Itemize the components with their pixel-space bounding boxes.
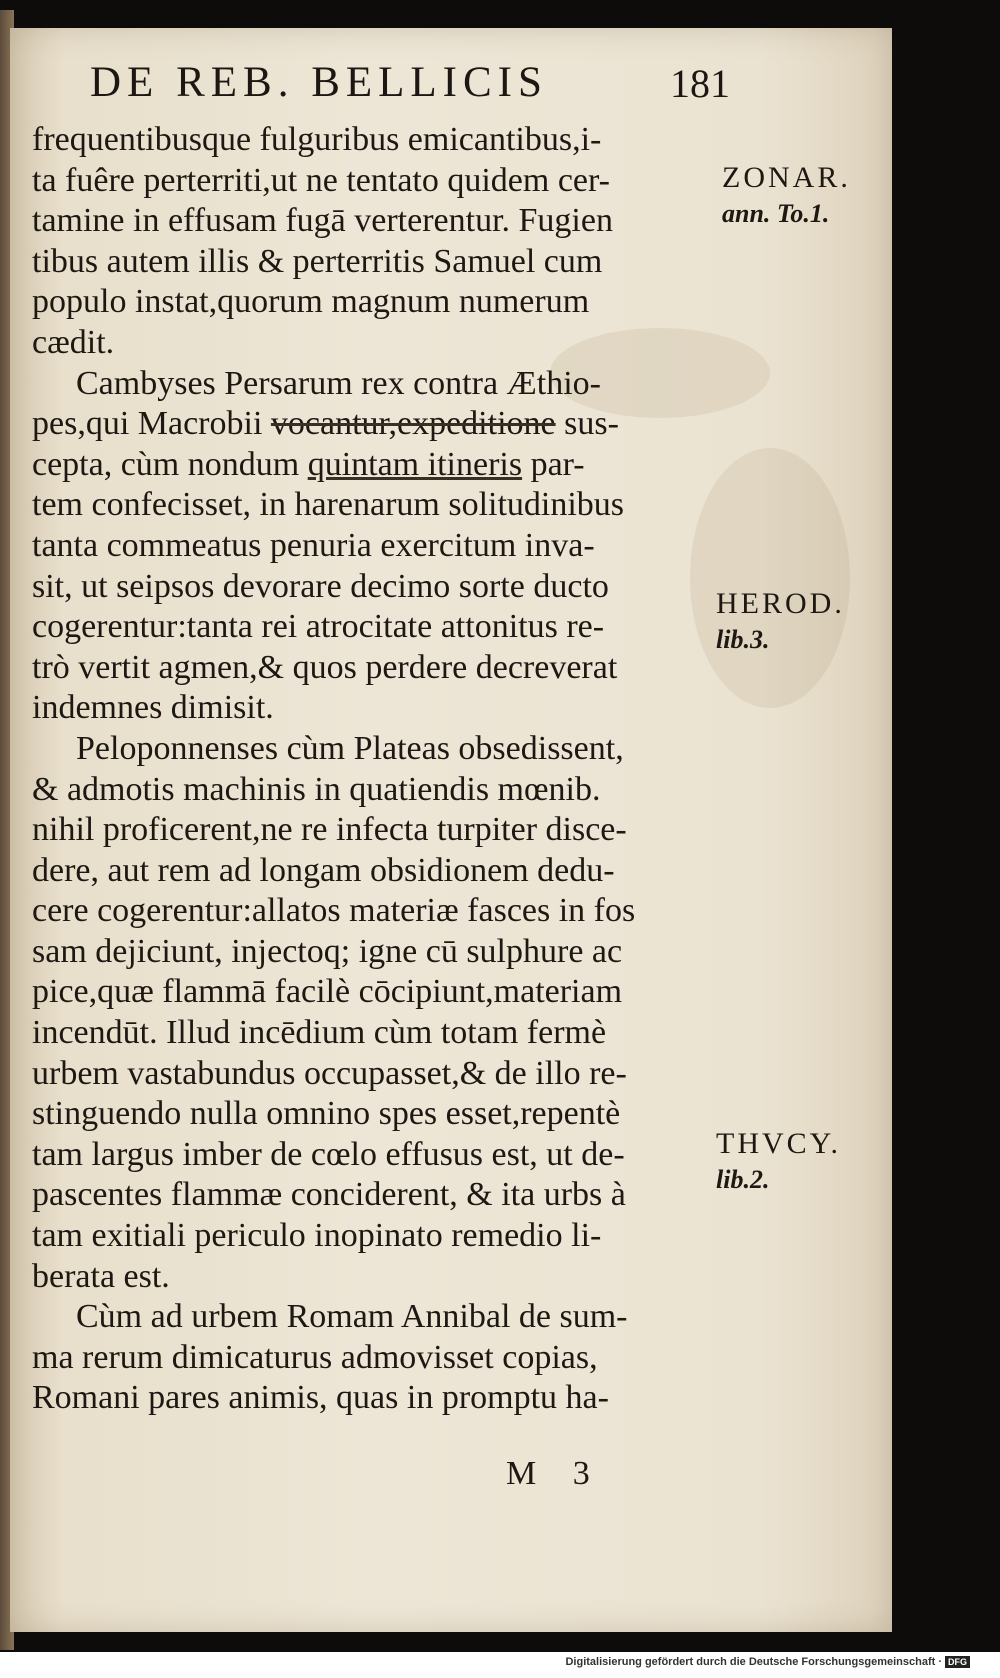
marginal-note-zonaras (722, 160, 851, 232)
text-line (32, 404, 724, 445)
struck-text: vocantur,expeditione (270, 405, 556, 443)
text-line: pascentes flammæ conciderent, & ita urbs à (32, 1176, 626, 1214)
text-line: cædit. (32, 323, 115, 361)
dfg-logo: DFG (945, 1656, 970, 1668)
text-line: Peloponnenses cùm Plateas obsedissent, (76, 729, 624, 767)
text-line: incendūt. Illud incēdium cùm totam fermè (32, 1014, 607, 1052)
text-line: tamine in effusam fugā verterentur. Fugien (32, 202, 613, 240)
text-line: Romani pares animis, quas in promptu ha- (32, 1379, 609, 1417)
text-segment: pes,qui Macrobii (32, 405, 271, 443)
marginal-note-herodotus (716, 586, 845, 658)
marginal-note-author: THVCY. (716, 1127, 841, 1160)
text-line: cere cogerentur:allatos materiæ fasces in fos (32, 892, 636, 930)
text-line: ma rerum dimicaturus admovisset copias, (32, 1338, 598, 1376)
signature-mark: M 3 (506, 1455, 604, 1492)
marginal-note-author: HEROD. (716, 587, 845, 620)
text-segment: sus- (555, 405, 619, 443)
marginal-note-thucydides (716, 1126, 841, 1198)
text-line: trò vertit agmen,& quos perdere decreverat (32, 648, 618, 686)
underlined-text: quintam itineris (307, 445, 523, 483)
marginal-note-author: ZONAR. (722, 161, 851, 194)
text-line: Cùm ad urbem Romam Annibal de sum- (76, 1298, 628, 1336)
text-line: tam exitiali periculo inopinato remedio li- (32, 1217, 602, 1255)
text-line: indemnes dimisit. (32, 689, 274, 727)
digitization-credit (565, 1656, 970, 1668)
text-segment: cepta, cùm nondum (32, 445, 308, 483)
text-line: sam dejiciunt, injectoq; igne cū sulphure ac (32, 932, 623, 970)
page-number: 181 (670, 61, 730, 106)
body-text (32, 120, 724, 1419)
text-line: urbem vastabundus occupasset,& de illo re- (32, 1054, 627, 1092)
credit-text: Digitalisierung gefördert durch die Deutsche Forschungsgemeinschaft · (565, 1656, 942, 1668)
text-line: pice,quæ flammā facilè cōcipiunt,materiam (32, 973, 623, 1011)
running-title: DE REB. BELLICIS (90, 59, 548, 106)
text-line: berata est. (32, 1257, 170, 1295)
text-line: sit, ut seipsos devorare decimo sorte ducto (32, 567, 609, 605)
text-segment: par- (522, 445, 585, 483)
marginal-note-reference: lib.2. (716, 1165, 770, 1194)
text-line: nihil proficerent,ne re infecta turpiter disce- (32, 811, 627, 849)
text-line: frequentibusque fulguribus emicantibus,i- (32, 121, 602, 158)
text-line: tem confecisset, in harenarum solitudinibus (32, 486, 625, 524)
text-line: ta fuêre perterriti,ut ne tentato quidem cer- (32, 161, 610, 199)
text-line: tam largus imber de cœlo effusus est, ut de- (32, 1135, 625, 1173)
text-line (32, 445, 724, 486)
text-line: populo instat,quorum magnum numerum (32, 283, 590, 321)
text-line: stinguendo nulla omnino spes esset,repentè (32, 1095, 621, 1133)
text-line: Cambyses Persarum rex contra Æthio- (76, 364, 601, 402)
marginal-note-reference: lib.3. (716, 625, 770, 654)
text-line: dere, aut rem ad longam obsidionem dedu- (32, 851, 615, 889)
text-line: tibus autem illis & perterritis Samuel cum (32, 242, 603, 280)
text-line: tanta commeatus penuria exercitum inva- (32, 526, 595, 564)
text-line: & admotis machinis in quatiendis mœnib. (32, 770, 601, 808)
book-page (10, 28, 892, 1632)
marginal-note-reference: ann. To.1. (722, 199, 830, 228)
text-line: cogerentur:tanta rei atrocitate attonitus re- (32, 608, 605, 646)
